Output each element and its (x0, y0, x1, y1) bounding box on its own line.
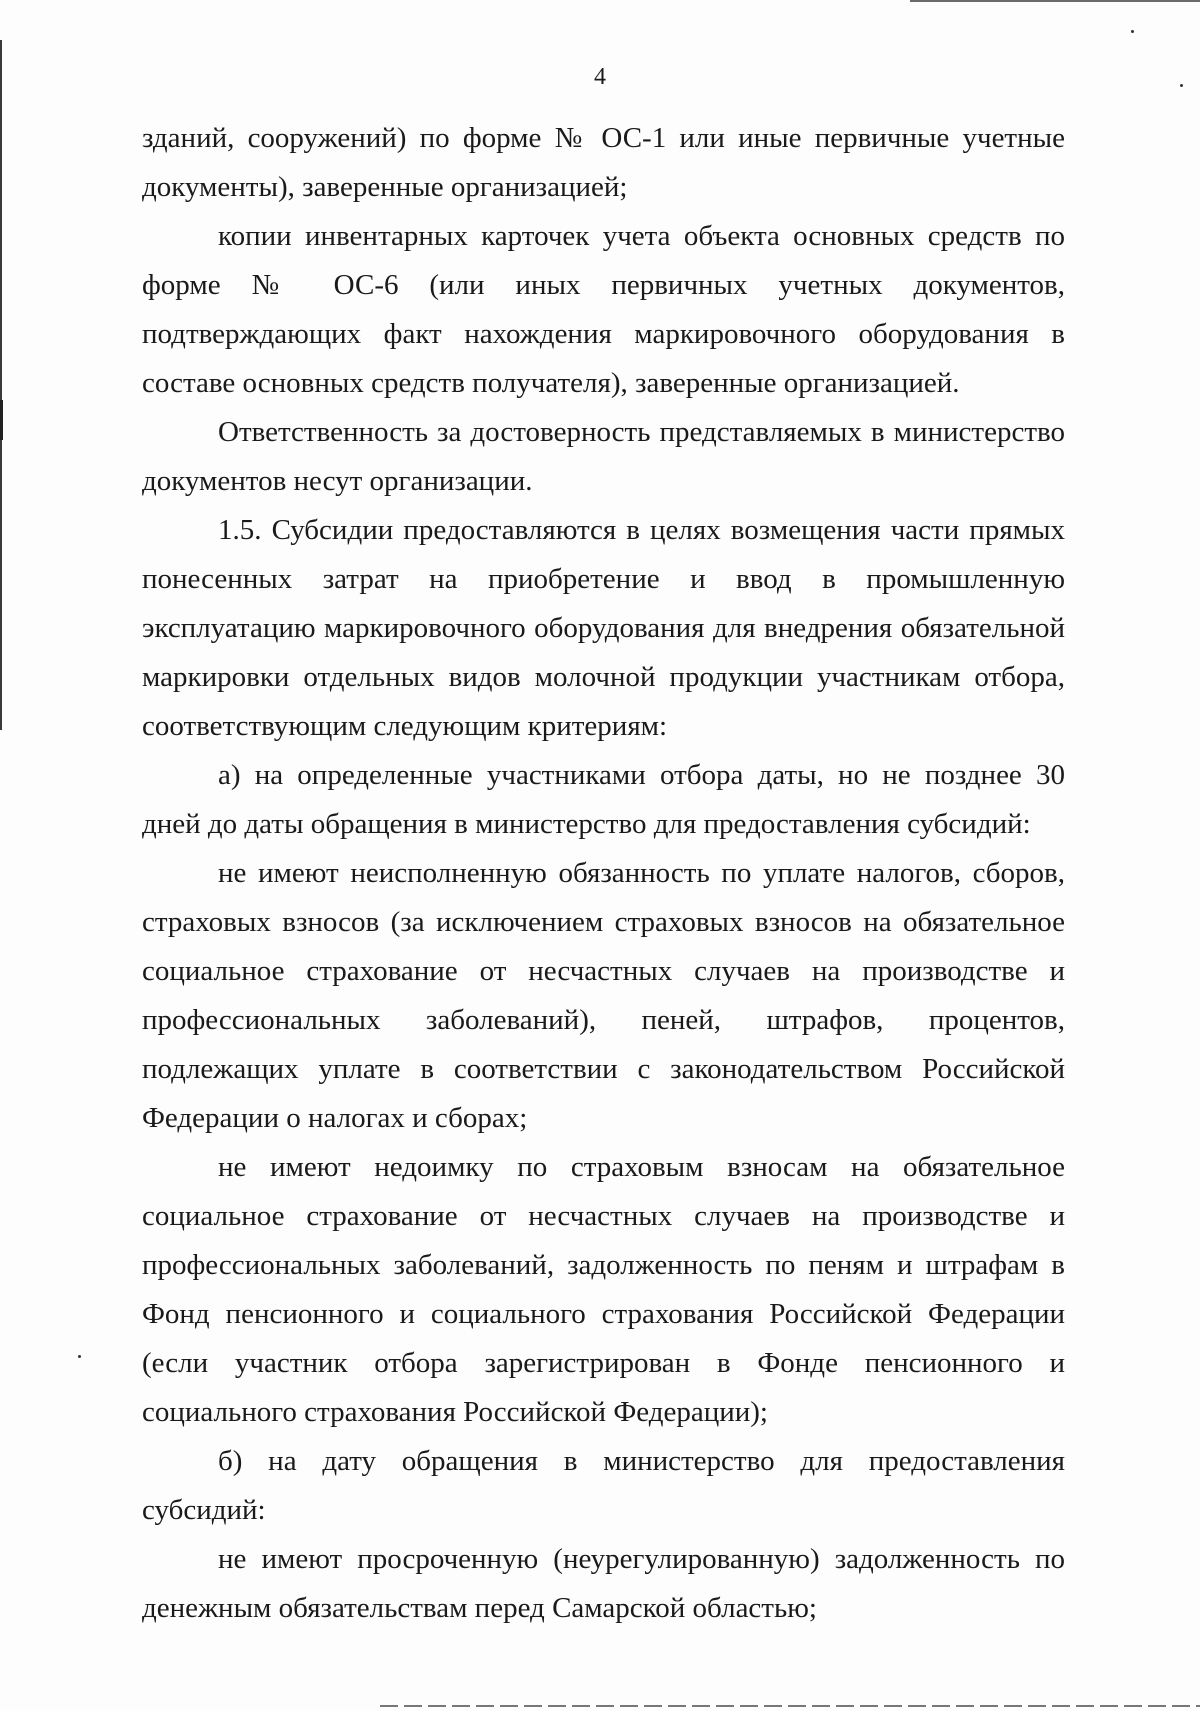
paragraph: не имеют просроченную (неурегулированную) задолженность по денежным обязательствам перед Самарской областью; (142, 1543, 1065, 1624)
paragraph: копии инвентарных карточек учета объекта основных средств по форме № ОС-6 (или иных первичных учетных документов, подтверждающих факт нахождения маркировочного оборудования в составе основных средств получателя), заверенные организацией. (142, 220, 1065, 399)
paragraph: а) на определенные участниками отбора даты, но не позднее 30 дней до даты обращения в министерство для предоставления субсидий: (142, 759, 1065, 840)
paragraph: не имеют неисполненную обязанность по уплате налогов, сборов, страховых взносов (за исключением страховых взносов на обязательное социальное страхование от несчастных случаев на производстве и профессиональных заболеваний), пеней, штрафов, процентов, подлежащих уплате в соответствии с законодательством Российской Федерации о налогах и сборах; (142, 857, 1065, 1134)
paragraph: 1.5. Субсидии предоставляются в целях возмещения части прямых понесенных затрат на приобретение и ввод в промышленную эксплуатацию маркировочного оборудования для внедрения обязательной маркировки отдельных видов молочной продукции участникам отбора, соответствующим следующим критериям: (142, 514, 1065, 742)
document-body (142, 114, 1065, 1633)
paragraph: б) на дату обращения в министерство для предоставления субсидий: (142, 1445, 1065, 1526)
scan-speck (78, 1355, 81, 1358)
paragraph: не имеют недоимку по страховым взносам на обязательное социальное страхование от несчастных случаев на производстве и профессиональных заболеваний, задолженность по пеням и штрафам в Фонд пенсионного и социального страхования Российской Федерации (если участник отбора зарегистрирован в Фонде пенсионного и социального страхования Российской Федерации); (142, 1151, 1065, 1428)
scan-artifact-left-edge (0, 40, 2, 730)
scan-artifact-bottom-line (380, 1705, 1200, 1707)
paragraph: зданий, сооружений) по форме № ОС-1 или иные первичные учетные документы), заверенные организацией; (142, 122, 1065, 203)
scan-artifact-top-line (910, 0, 1200, 2)
scan-artifact-left-mark (0, 400, 3, 440)
page-number: 4 (594, 64, 606, 90)
scan-speck (1131, 30, 1134, 33)
paragraph: Ответственность за достоверность представляемых в министерство документов несут организации. (142, 416, 1065, 497)
